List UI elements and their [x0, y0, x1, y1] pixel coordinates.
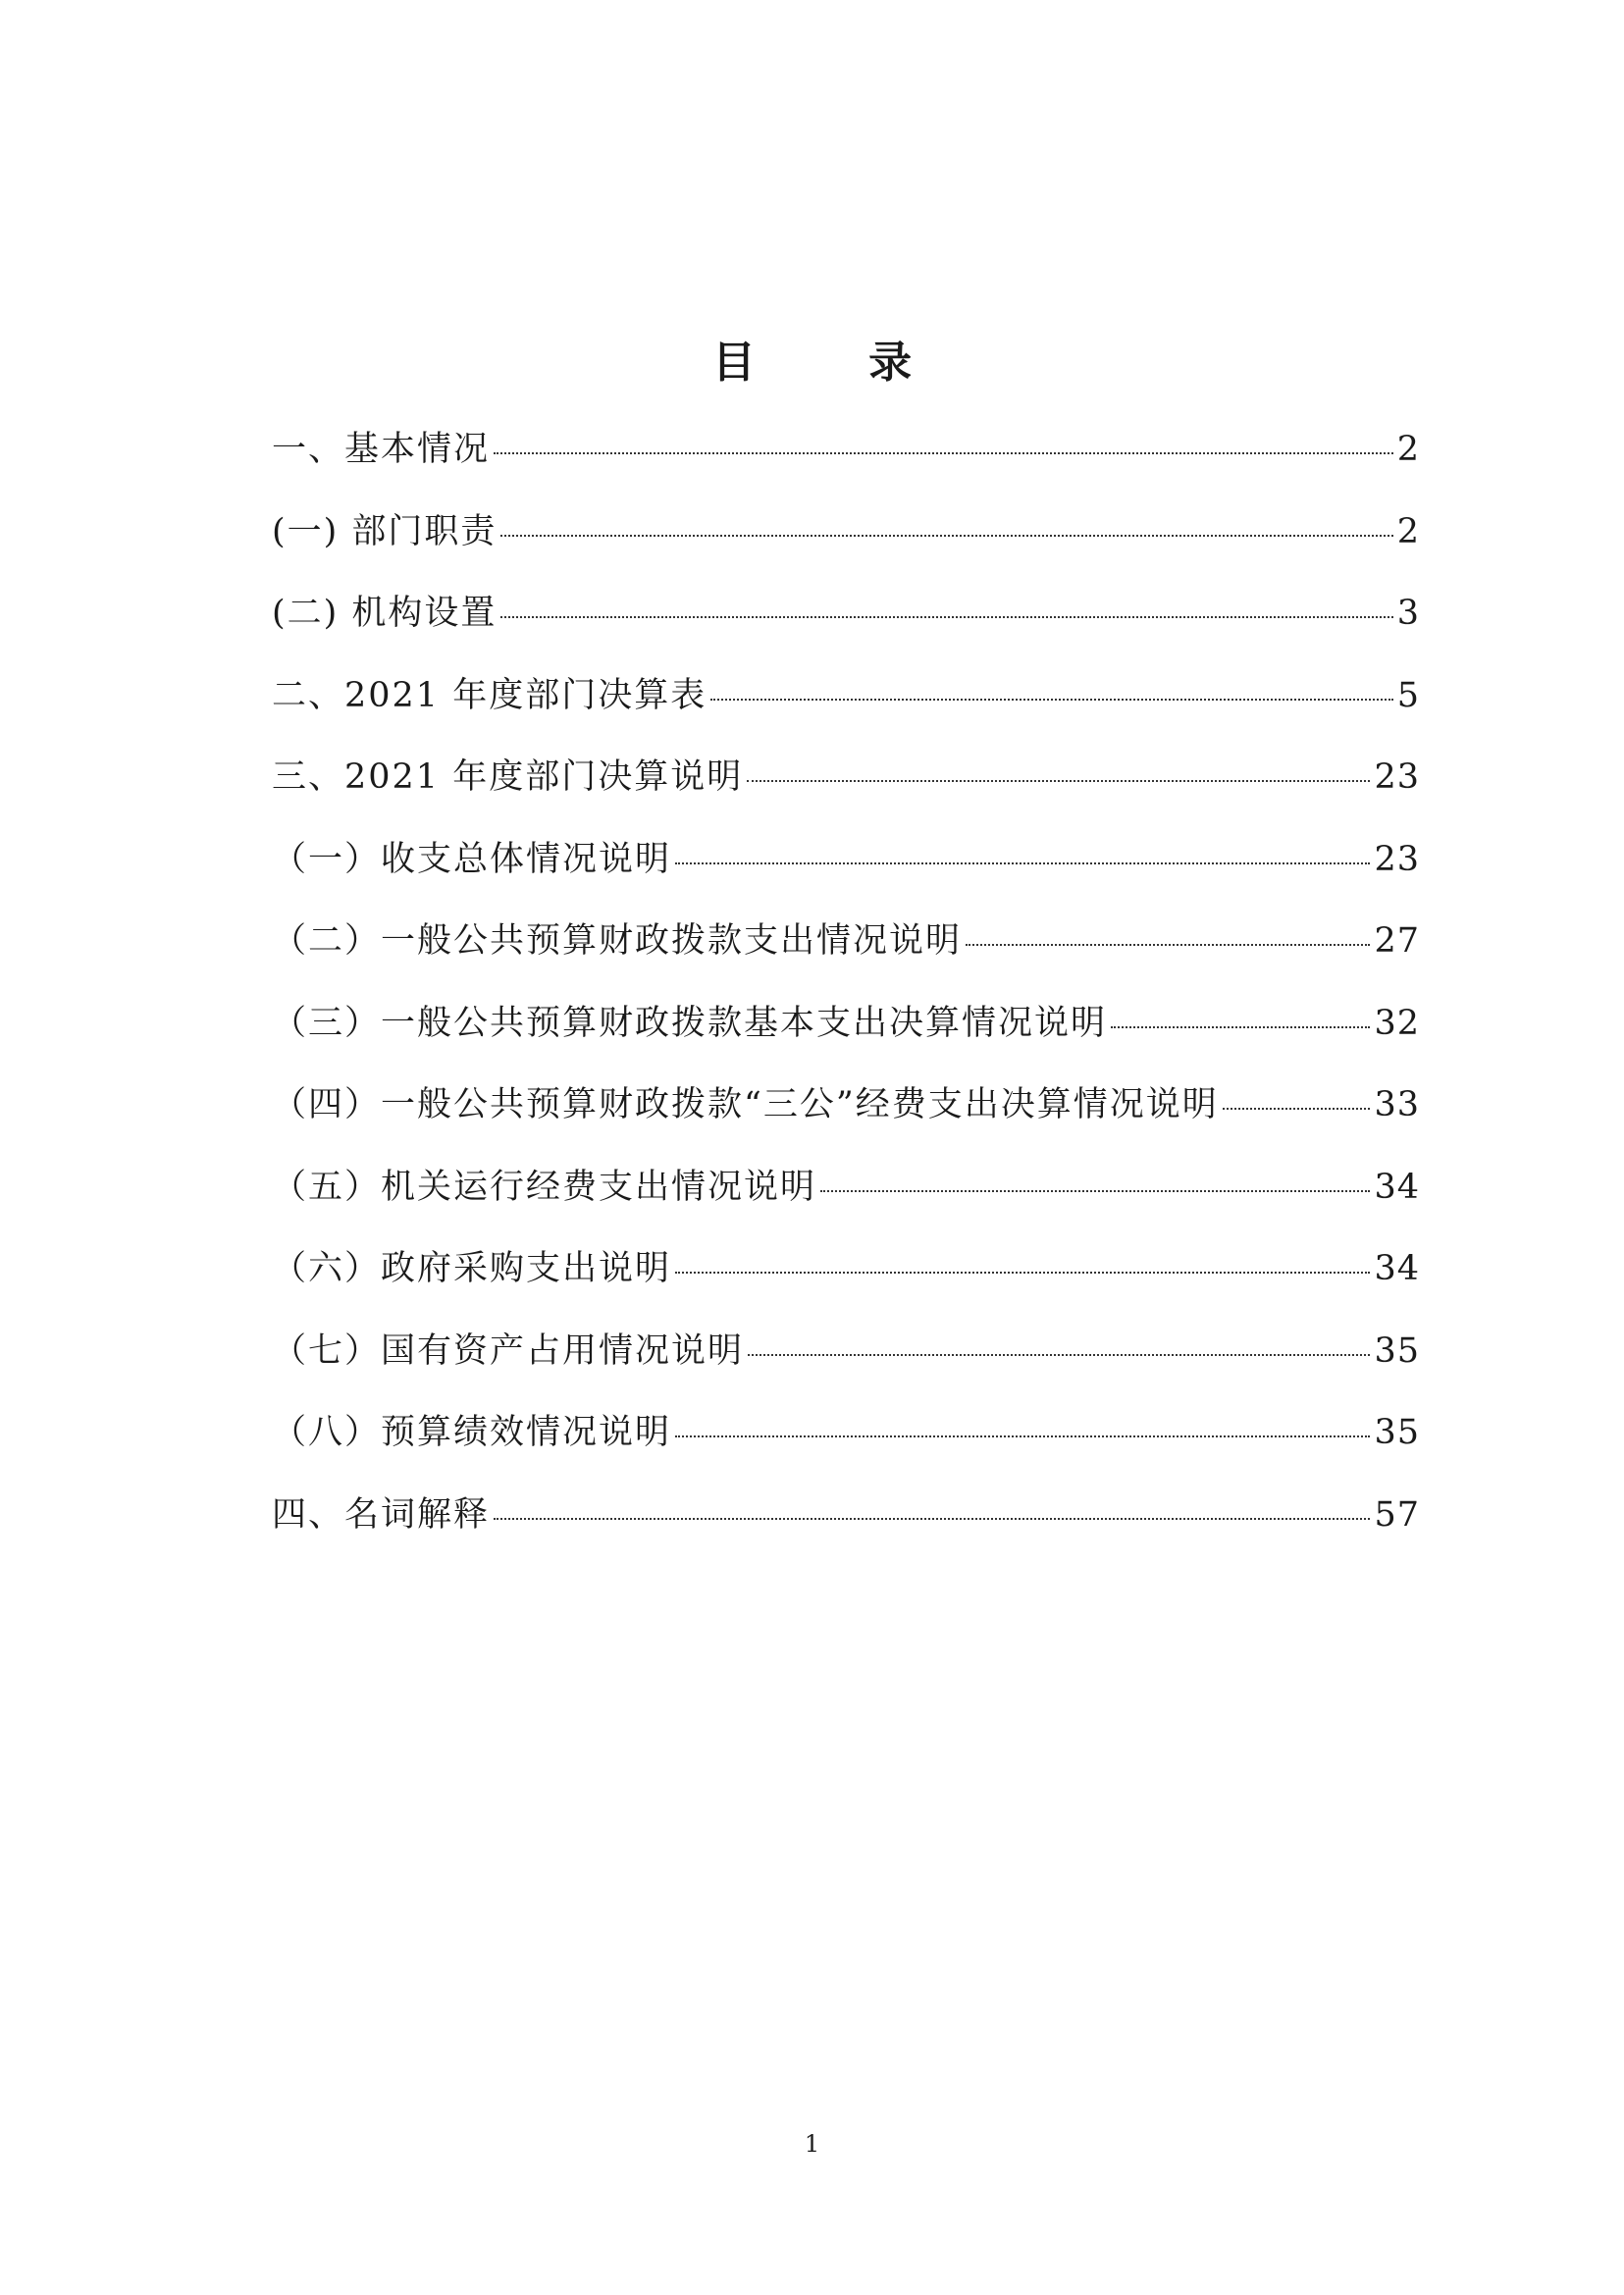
- toc-entry[interactable]: [272, 1160, 1420, 1242]
- toc-leader-dots: [494, 452, 1393, 454]
- toc-entry-page: 27: [1374, 921, 1420, 961]
- toc-entry[interactable]: [272, 832, 1420, 914]
- page-number: 1: [804, 2130, 820, 2158]
- toc-entry-label: （四）一般公共预算财政拨款“三公”经费支出决算情况说明: [272, 1085, 1219, 1124]
- toc-entry-page: 34: [1374, 1249, 1420, 1288]
- toc-entry[interactable]: [272, 1241, 1420, 1324]
- toc-entry-label: 三、2021 年度部门决算说明: [272, 757, 744, 797]
- toc-entry-page: 35: [1374, 1330, 1420, 1371]
- toc-leader-dots: [966, 944, 1370, 946]
- toc-leader-dots: [1223, 1108, 1371, 1110]
- toc-entry[interactable]: [272, 1487, 1420, 1570]
- toc-entry[interactable]: [272, 422, 1420, 504]
- toc-entry-label: （六）政府采购支出说明: [272, 1249, 672, 1288]
- toc-leader-dots: [500, 535, 1392, 537]
- toc-leader-dots: [820, 1190, 1370, 1192]
- toc-leader-dots: [675, 862, 1370, 864]
- toc-entry-label: （七）国有资产占用情况说明: [272, 1330, 745, 1371]
- toc-entry-page: 34: [1374, 1167, 1420, 1207]
- toc-entry-label: （八）预算绩效情况说明: [272, 1413, 672, 1452]
- toc-entry-page: 57: [1374, 1494, 1420, 1535]
- toc-entry-label: （三）一般公共预算财政拨款基本支出决算情况说明: [272, 1003, 1108, 1043]
- toc-entry-page: 2: [1396, 511, 1420, 551]
- page-title: 目 录: [711, 338, 962, 388]
- toc-leader-dots: [494, 1518, 1370, 1520]
- toc-entry-page: 35: [1374, 1413, 1420, 1452]
- toc-entry-label: （五）机关运行经费支出情况说明: [272, 1167, 817, 1207]
- toc-entry-label: 四、名词解释: [272, 1494, 491, 1535]
- toc-entry-page: 32: [1374, 1003, 1420, 1043]
- toc-entry[interactable]: [272, 504, 1420, 587]
- toc-leader-dots: [748, 1354, 1370, 1356]
- toc-leader-dots: [675, 1435, 1370, 1437]
- toc-entry-label: (二) 机构设置: [272, 594, 498, 633]
- toc-leader-dots: [1111, 1026, 1370, 1028]
- toc-leader-dots: [500, 616, 1392, 618]
- toc-entry[interactable]: [272, 586, 1420, 668]
- toc-entry[interactable]: [272, 750, 1420, 832]
- toc-leader-dots: [710, 699, 1393, 701]
- toc-entry-label: 一、基本情况: [272, 430, 491, 469]
- toc-leader-dots: [747, 780, 1370, 782]
- toc-entry[interactable]: [272, 1324, 1420, 1406]
- toc-entry-page: 5: [1396, 675, 1420, 715]
- toc-leader-dots: [675, 1272, 1370, 1274]
- toc-entry-label: （一）收支总体情况说明: [272, 839, 672, 879]
- toc-entry-label: (一) 部门职责: [272, 511, 498, 551]
- toc-entry-label: （二）一般公共预算财政拨款支出情况说明: [272, 921, 963, 961]
- toc-entry[interactable]: [272, 1077, 1420, 1160]
- toc-entry[interactable]: [272, 996, 1420, 1078]
- toc-entry-page: 33: [1374, 1085, 1420, 1124]
- toc-entry-page: 23: [1374, 757, 1420, 797]
- toc-entry[interactable]: [272, 1405, 1420, 1487]
- toc-entry-page: 3: [1396, 594, 1420, 633]
- toc-entry[interactable]: [272, 668, 1420, 751]
- toc-entry-page: 2: [1396, 430, 1420, 469]
- toc-entry[interactable]: [272, 913, 1420, 996]
- table-of-contents: [272, 422, 1420, 1569]
- toc-entry-page: 23: [1374, 839, 1420, 879]
- toc-entry-label: 二、2021 年度部门决算表: [272, 675, 707, 715]
